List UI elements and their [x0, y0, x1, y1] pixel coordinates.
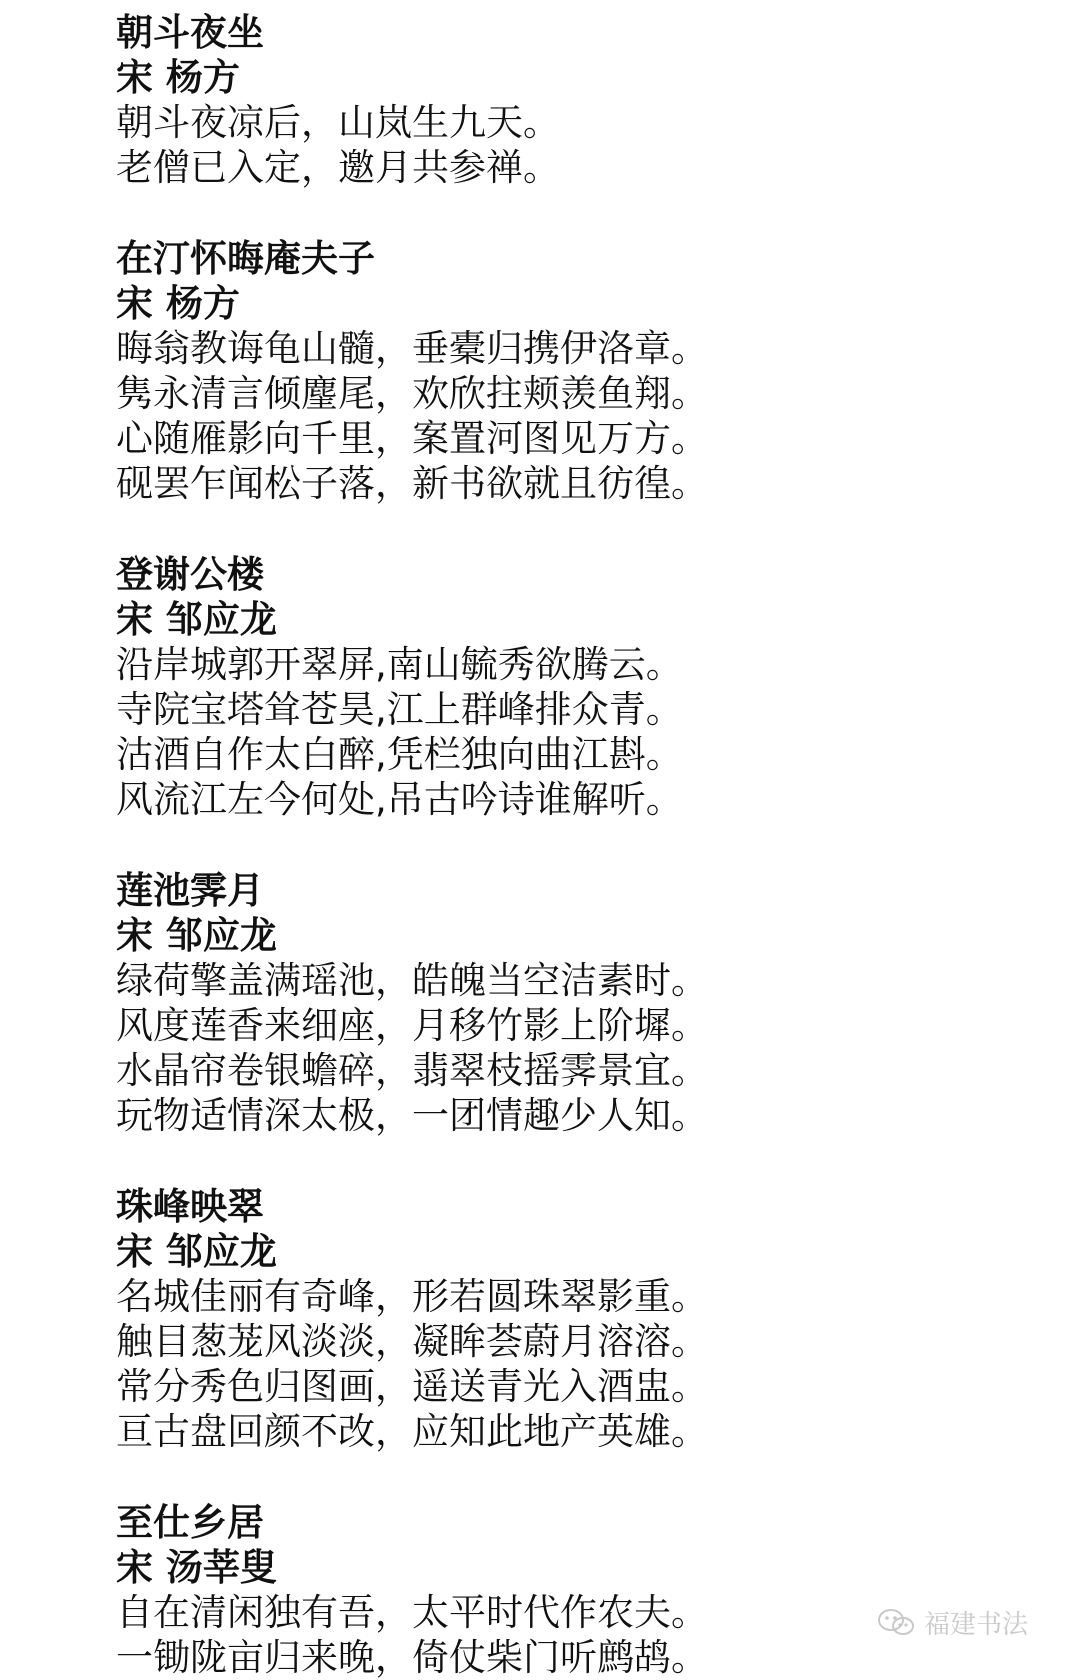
poem-line: 一锄陇亩归来晚，倚仗柴门听鹧鸪。: [116, 1636, 708, 1679]
poem-line: 亘古盘回颜不改，应知此地产英雄。: [116, 1410, 708, 1453]
poem-line: 玩物适情深太极，一团情趣少人知。: [116, 1094, 708, 1137]
poem-author: 宋 杨方: [116, 56, 240, 99]
watermark-text: 福建书法: [923, 1610, 1028, 1640]
poem-document: [116, 10, 1016, 1680]
poem-title: 朝斗夜坐: [116, 11, 264, 54]
poem-block: [116, 10, 1016, 190]
poem-title: 登谢公楼: [116, 553, 264, 596]
poem-line: 沽酒自作太白醉,凭栏独向曲江斟。: [116, 733, 683, 776]
poem-author: 宋 邹应龙: [116, 1230, 277, 1273]
poem-line: 绿荷擎盖满瑶池，皓魄当空洁素时。: [116, 959, 708, 1002]
watermark: [876, 1604, 1028, 1641]
poem-block: [116, 236, 1016, 506]
poem-line: 砚罢乍闻松子落，新书欲就且彷徨。: [116, 462, 708, 505]
poem-block: [116, 868, 1016, 1138]
poem-author: 宋 邹应龙: [116, 914, 277, 957]
poem-title: 莲池霁月: [116, 869, 264, 912]
poem-line: 水晶帘卷银蟾碎，翡翠枝摇霁景宜。: [116, 1049, 708, 1092]
poem-line: 寺院宝塔耸苍昊,江上群峰排众青。: [116, 688, 683, 731]
poem-title: 在汀怀晦庵夫子: [116, 237, 375, 280]
poem-line: 老僧已入定，邀月共参禅。: [116, 146, 560, 189]
poem-line: 朝斗夜凉后，山岚生九天。: [116, 101, 560, 144]
poem-line: 隽永清言倾麈尾，欢欣拄颊羡鱼翔。: [116, 372, 708, 415]
poem-line: 风度莲香来细座，月移竹影上阶墀。: [116, 1004, 708, 1047]
poem-block: [116, 1184, 1016, 1454]
poem-line: 沿岸城郭开翠屏,南山毓秀欲腾云。: [116, 643, 683, 686]
poem-title: 至仕乡居: [116, 1501, 264, 1544]
wechat-icon: [876, 1607, 916, 1639]
poem-line: 自在清闲独有吾，太平时代作农夫。: [116, 1591, 708, 1634]
poem-block: [116, 552, 1016, 822]
poem-line: 常分秀色归图画，遥送青光入酒盅。: [116, 1365, 708, 1408]
poem-author: 宋 邹应龙: [116, 598, 277, 641]
poem-block: [116, 1500, 1016, 1680]
poem-line: 触目葱茏风淡淡，凝眸荟蔚月溶溶。: [116, 1320, 708, 1363]
poem-author: 宋 汤莘叟: [116, 1546, 277, 1589]
poem-title: 珠峰映翠: [116, 1185, 264, 1228]
poem-line: 风流江左今何处,吊古吟诗谁解听。: [116, 778, 683, 821]
poem-line: 名城佳丽有奇峰，形若圆珠翠影重。: [116, 1275, 708, 1318]
poem-line: 心随雁影向千里，案置河图见万方。: [116, 417, 708, 460]
poem-line: 晦翁教诲龟山髓，垂橐归携伊洛章。: [116, 327, 708, 370]
poem-author: 宋 杨方: [116, 282, 240, 325]
